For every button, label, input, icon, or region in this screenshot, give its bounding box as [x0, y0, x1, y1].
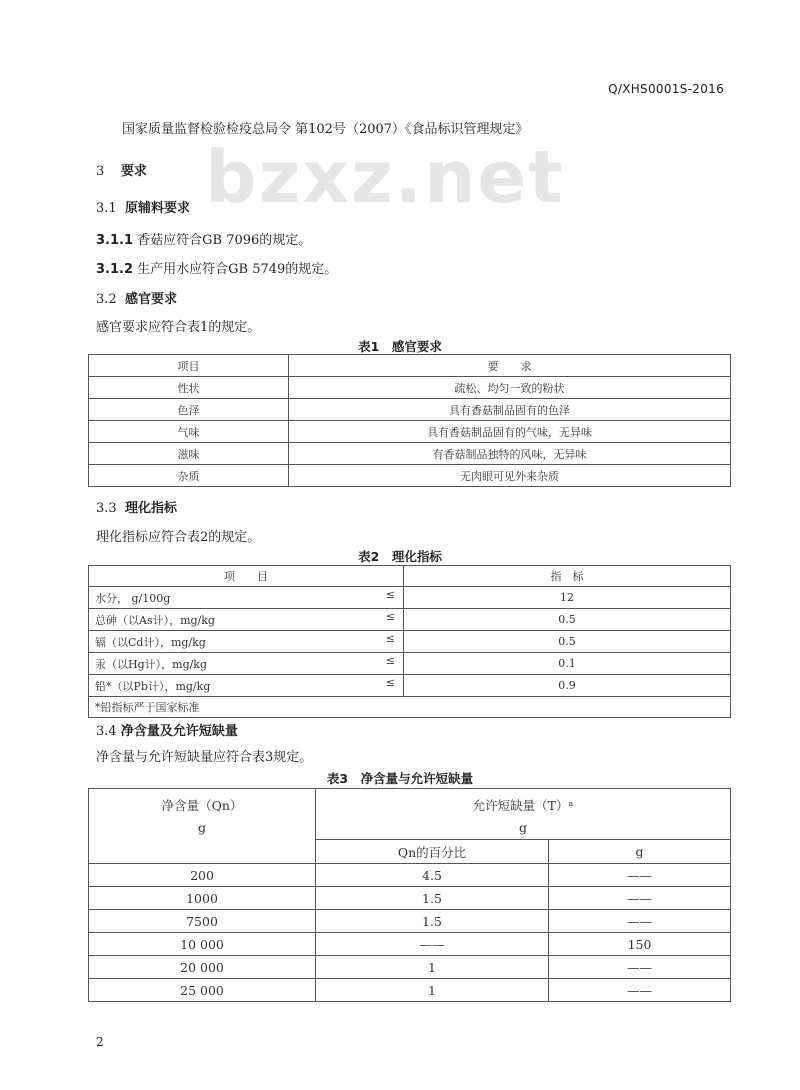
cell-percent: 4.5	[316, 864, 549, 887]
cell-requirement: 具有香菇制品固有的色泽	[289, 399, 731, 421]
table-2-caption: 表2 理化指标	[358, 549, 442, 564]
page-number: 2	[96, 1035, 104, 1049]
section-3-4-heading	[96, 720, 238, 739]
section-3-heading	[96, 160, 147, 179]
header-net-label: 净含量（Qn）	[161, 798, 243, 813]
cell-value: 0.5	[404, 631, 731, 653]
cell-percent: 1	[316, 979, 549, 1002]
table-row	[89, 887, 731, 910]
section-title: 净含量及允许短缺量	[120, 724, 238, 739]
cell-item	[89, 631, 404, 653]
header-item: 项目	[89, 355, 289, 377]
cell-requirement: 具有香菇制品固有的气味，无异味	[289, 421, 731, 443]
cell-percent: ——	[316, 933, 549, 956]
section-number: 3	[96, 164, 105, 179]
section-3-3-heading	[96, 497, 177, 516]
cell-value: 12	[404, 587, 731, 609]
section-3-2-text: 感官要求应符合表1的规定。	[96, 320, 261, 335]
cell-grams: 150	[549, 933, 731, 956]
cell-percent: 1.5	[316, 887, 549, 910]
item-label: 水分， g/100g	[95, 591, 171, 605]
cell-requirement: 有香菇制品独特的风味，无异味	[289, 443, 731, 465]
table-row	[89, 933, 731, 956]
table-row	[89, 631, 731, 653]
table-header-row	[89, 789, 731, 840]
header-grams: g	[549, 840, 731, 864]
table-row	[89, 956, 731, 979]
cell-requirement: 无肉眼可见外来杂质	[289, 465, 731, 487]
table-3-caption: 表3 净含量与允许短缺量	[326, 771, 474, 786]
cell-item: 杂质	[89, 465, 289, 487]
cell-requirement: 疏松、均匀一致的粉状	[289, 377, 731, 399]
le-symbol: ≤	[385, 654, 395, 667]
section-number: 3.2	[96, 292, 117, 307]
cell-net: 20 000	[89, 956, 316, 979]
cell-item: 色泽	[89, 399, 289, 421]
table-1-caption: 表1 感官要求	[358, 339, 442, 354]
table-row	[89, 465, 731, 487]
header-percent: Qn的百分比	[316, 840, 549, 864]
section-number: 3.4	[96, 724, 117, 739]
table-row	[89, 910, 731, 933]
item-text: 生产用水应符合GB 5749的规定。	[137, 262, 338, 277]
table-row	[89, 675, 731, 697]
cell-grams: ——	[549, 956, 731, 979]
header-net-content	[89, 789, 316, 864]
cell-net: 10 000	[89, 933, 316, 956]
cell-item	[89, 587, 404, 609]
cell-value: 0.1	[404, 653, 731, 675]
cell-percent: 1	[316, 956, 549, 979]
table-note: *铅指标严于国家标准	[89, 697, 731, 718]
section-3-2-heading	[96, 288, 177, 307]
section-title: 原辅料要求	[124, 201, 190, 216]
table-row	[89, 377, 731, 399]
cell-item: 性状	[89, 377, 289, 399]
table-header-row	[89, 566, 731, 587]
section-number: 3.3	[96, 501, 117, 516]
table-header-row	[89, 355, 731, 377]
item-label: 镉（以Cd计），mg/kg	[95, 635, 206, 649]
table-row	[89, 609, 731, 631]
cell-item: 气味	[89, 421, 289, 443]
standard-number: Q/XHS0001S-2016	[608, 82, 724, 96]
table-row	[89, 587, 731, 609]
cell-net: 1000	[89, 887, 316, 910]
table-row	[89, 864, 731, 887]
item-label: 汞（以Hg计），mg/kg	[95, 657, 208, 671]
item-3-1-1	[96, 229, 311, 248]
cell-percent: 1.5	[316, 910, 549, 933]
item-label: 铅*（以Pb计），mg/kg	[95, 679, 211, 693]
table-row	[89, 399, 731, 421]
cell-value: 0.5	[404, 609, 731, 631]
table-2-physicochemical	[88, 565, 731, 718]
table-1-sensory	[88, 354, 731, 487]
cell-net: 7500	[89, 910, 316, 933]
cell-grams: ——	[549, 887, 731, 910]
header-requirement: 要 求	[289, 355, 731, 377]
section-number: 3.1	[96, 201, 117, 216]
item-number: 3.1.1	[96, 233, 134, 248]
section-title: 理化指标	[124, 501, 177, 516]
le-symbol: ≤	[385, 610, 395, 623]
cell-item	[89, 609, 404, 631]
section-3-3-text: 理化指标应符合表2的规定。	[96, 530, 261, 545]
cell-grams: ——	[549, 979, 731, 1002]
table-note-row	[89, 697, 731, 718]
cell-net: 200	[89, 864, 316, 887]
header-item: 项 目	[89, 566, 404, 587]
header-net-unit: g	[197, 820, 206, 835]
cell-grams: ——	[549, 864, 731, 887]
le-symbol: ≤	[385, 588, 395, 601]
le-symbol: ≤	[385, 676, 395, 689]
header-shortfall-unit: g	[518, 820, 527, 835]
table-row	[89, 421, 731, 443]
header-allowed-shortfall	[316, 789, 731, 840]
section-title: 要求	[120, 164, 147, 179]
table-row	[89, 979, 731, 1002]
cell-grams: ——	[549, 910, 731, 933]
section-3-1-heading	[96, 197, 190, 216]
table-row	[89, 443, 731, 465]
header-shortfall-label: 允许短缺量（T）ᵃ	[472, 798, 574, 813]
item-label: 总砷（以As计），mg/kg	[95, 613, 215, 627]
item-3-1-2	[96, 258, 337, 277]
le-symbol: ≤	[385, 632, 395, 645]
section-3-4-text: 净含量与允许短缺量应符合表3规定。	[96, 750, 313, 765]
item-text: 香菇应符合GB 7096的规定。	[137, 233, 312, 248]
cell-item	[89, 653, 404, 675]
table-3-net-content	[88, 788, 731, 1002]
item-number: 3.1.2	[96, 262, 134, 277]
intro-reference: 国家质量监督检验检疫总局令 第102号（2007）《食品标识管理规定》	[122, 122, 529, 137]
watermark: bzxz.net	[205, 135, 565, 219]
cell-value: 0.9	[404, 675, 731, 697]
cell-net: 25 000	[89, 979, 316, 1002]
section-title: 感官要求	[124, 292, 177, 307]
header-value: 指 标	[404, 566, 731, 587]
table-row	[89, 653, 731, 675]
cell-item: 滋味	[89, 443, 289, 465]
cell-item	[89, 675, 404, 697]
